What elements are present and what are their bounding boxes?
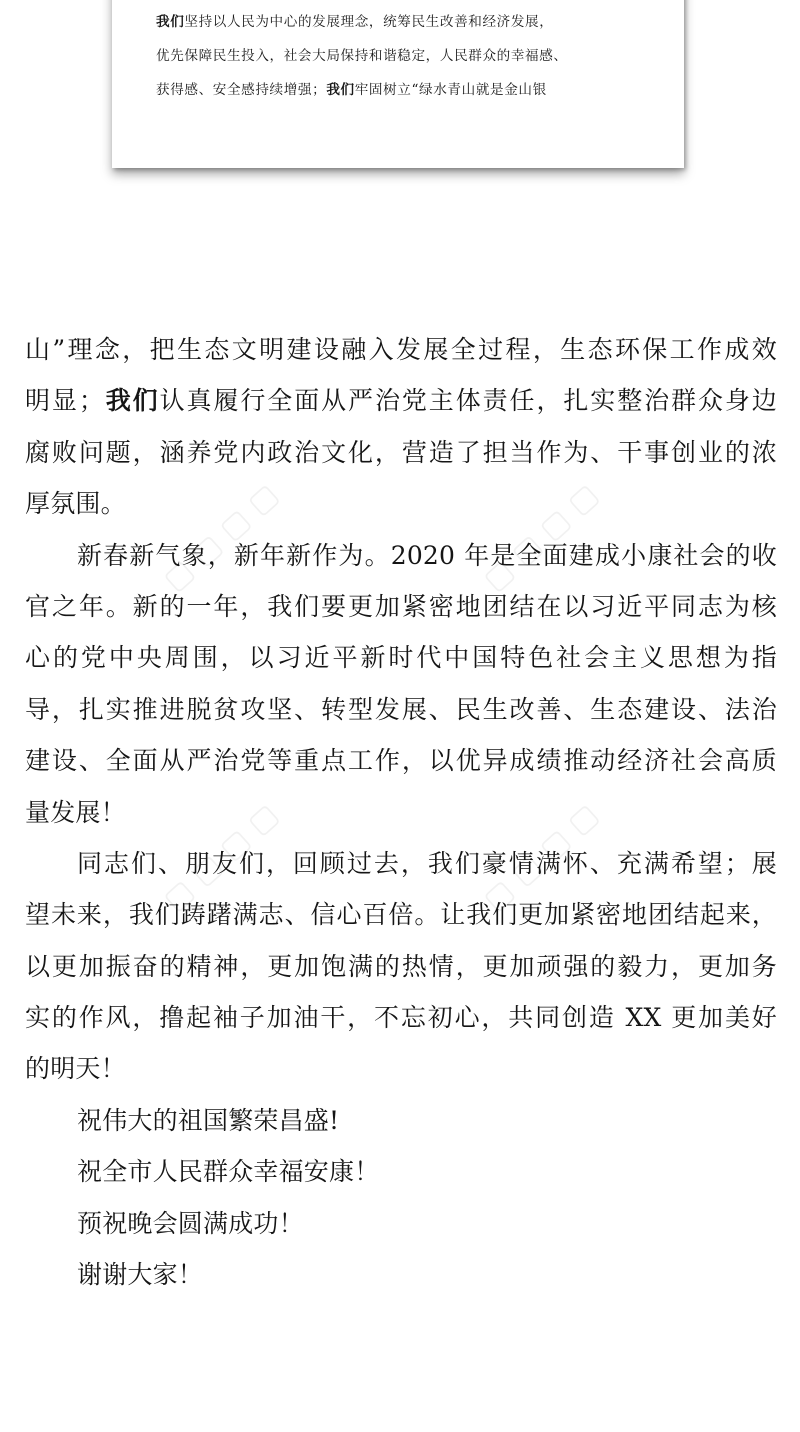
preview-bold-text: 我们 [326, 82, 355, 98]
paragraph-line: 建设、全面从严治党等重点工作，以优异成绩推动经济社会高质 [25, 746, 777, 776]
text-run: 明显； [25, 386, 105, 416]
paragraph-line: 的明天！ [25, 1054, 126, 1084]
watermark: ▢ ▢ ▢ ▢ [476, 476, 606, 599]
closing-line: 谢谢大家！ [77, 1260, 204, 1290]
paragraph-line: 山”理念，把生态文明建设融入发展全过程，生态环保工作成效 [25, 335, 777, 364]
watermark: ▢ ▢ ▢ ▢ [156, 476, 286, 599]
preview-line [156, 82, 547, 98]
paragraph-line: 官之年。新的一年，我们要更加紧密地团结在以习近平同志为核 [25, 591, 777, 621]
closing-line: 祝伟大的祖国繁荣昌盛! [77, 1105, 340, 1135]
paragraph-line: 望未来，我们踌躇满志、信心百倍。让我们更加紧密地团结起来， [25, 900, 777, 930]
closing-line: 预祝晚会圆满成功！ [77, 1208, 304, 1238]
preview-line [156, 14, 553, 30]
preview-bold-text: 我们 [156, 14, 185, 30]
paragraph-line: 腐败问题，涵养党内政治文化，营造了担当作为、干事创业的浓 [25, 437, 777, 467]
bold-text: 我们 [104, 386, 160, 416]
paragraph-line: 心的党中央周围，以习近平新时代中国特色社会主义思想为指 [25, 643, 777, 673]
preview-text: 获得感、安全感持续增强； [156, 82, 327, 98]
preview-text: 坚持以人民为中心的发展理念，统筹民生改善和经济发展， [184, 14, 554, 30]
paragraph-line: 新春新气象，新年新作为。2020 年是全面建成小康社会的收 [77, 540, 777, 570]
paragraph-line: 以更加振奋的精神，更加饱满的热情，更加顽强的毅力，更加务 [25, 951, 777, 981]
paragraph-line: 同志们、朋友们，回顾过去，我们豪情满怀、充满希望；展 [77, 848, 777, 878]
paragraph-line: 实的作风，撸起袖子加油干，不忘初心，共同创造 XX 更加美好 [25, 1003, 777, 1033]
paragraph-line: 量发展！ [25, 797, 126, 827]
preview-text: 牢固树立“绿水青山就是金山银 [354, 82, 547, 98]
watermark: ▢ ▢ ▢ ▢ [156, 796, 286, 919]
paragraph-line: 厚氛围。 [25, 489, 126, 519]
document-body [25, 330, 777, 1306]
preview-text: 优先保障民生投入，社会大局保持和谐稳定，人民群众的幸福感、 [156, 48, 568, 64]
preview-line [156, 48, 568, 64]
closing-line: 祝全市人民群众幸福安康！ [77, 1157, 380, 1187]
page-preview-card [112, 0, 684, 168]
watermark: ▢ ▢ ▢ ▢ [476, 796, 606, 919]
text-run: 认真履行全面从严治党主体责任，扎实整治群众身边 [159, 386, 777, 416]
paragraph-line: 导，扎实推进脱贫攻坚、转型发展、民生改善、生态建设、法治 [25, 694, 777, 724]
paragraph-line [25, 381, 777, 432]
